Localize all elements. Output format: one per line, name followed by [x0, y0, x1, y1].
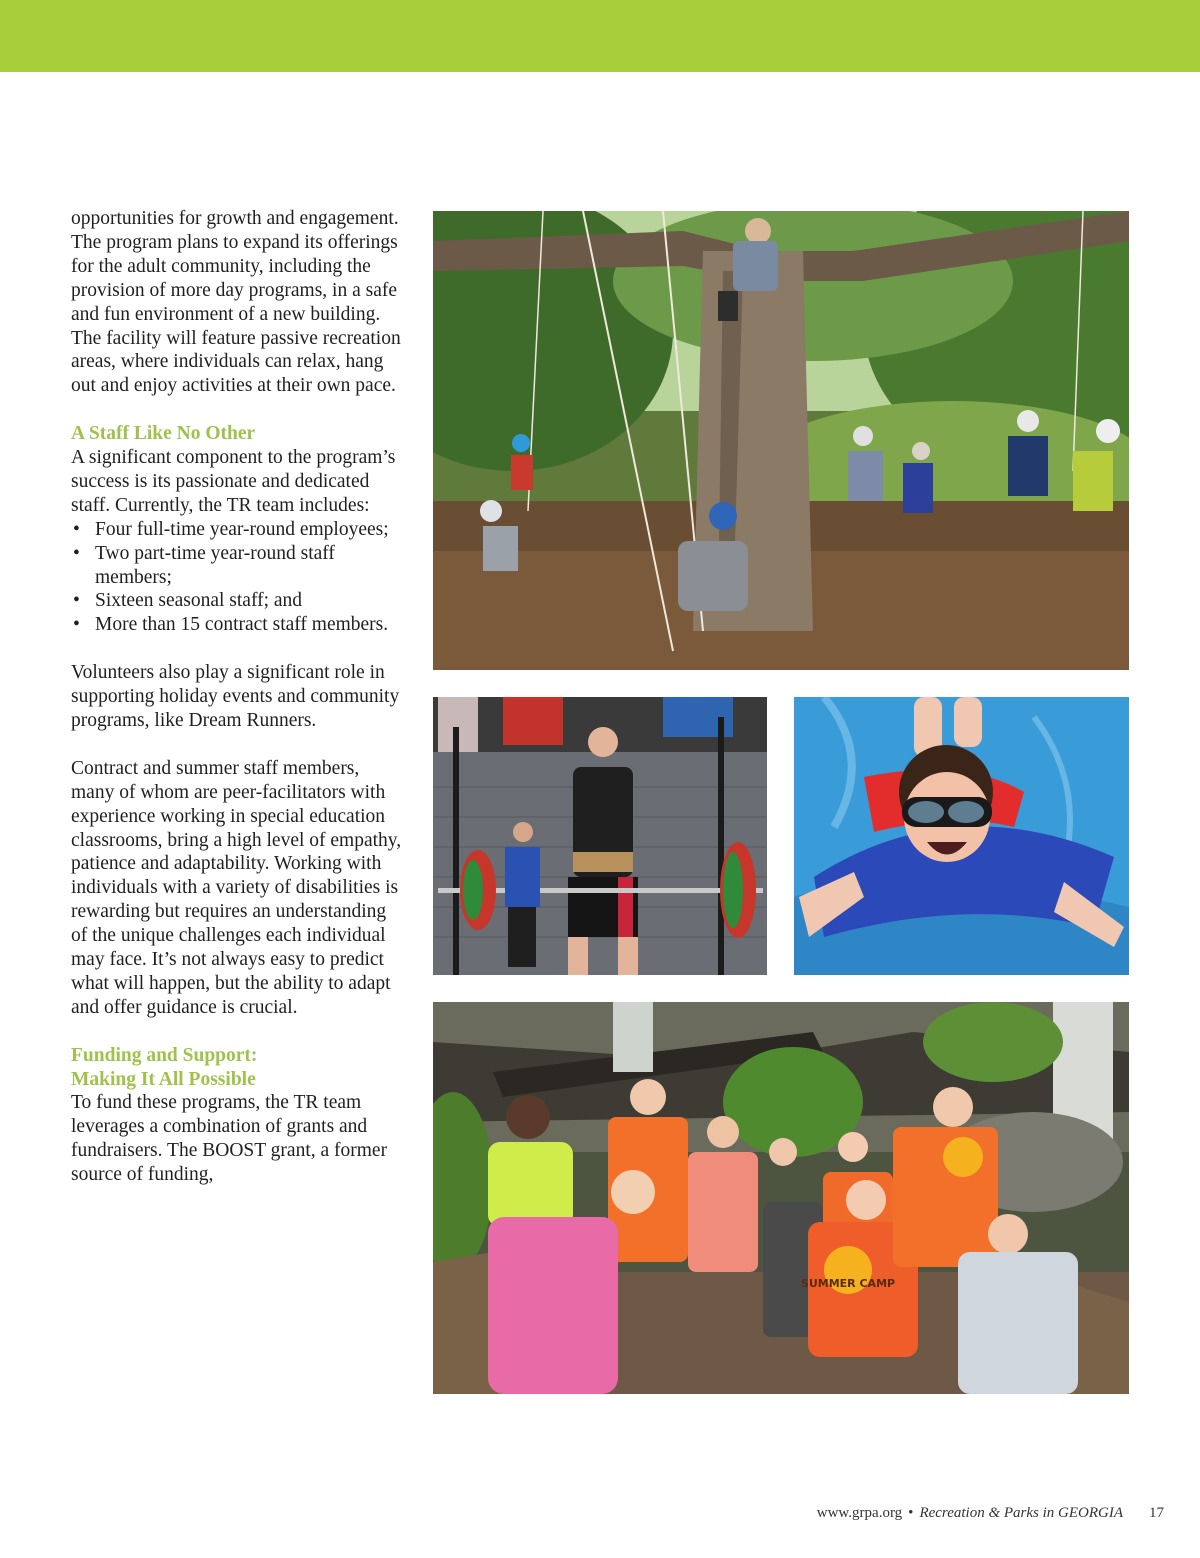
section-heading-staff: A Staff Like No Other	[71, 423, 256, 445]
staff-list	[71, 518, 403, 638]
staff-list-item: • Two part-time year-round staff members;	[71, 542, 403, 590]
photo-tree-climbing	[433, 211, 1129, 670]
staff-paragraph: A significant component to the program’s success is its passionate and dedicated staff. Currently, the TR team includes:	[71, 447, 396, 516]
page-number: 17	[1149, 1505, 1164, 1521]
photo-weightlifting	[433, 697, 767, 975]
photo-group-waterfall	[433, 1002, 1129, 1394]
section-heading-funding	[71, 1044, 403, 1092]
article-text-column	[71, 207, 403, 1187]
staff-list-item: • Four full-time year-round employees;	[71, 518, 403, 542]
section-heading-funding-line1: Funding and Support:	[71, 1044, 258, 1066]
contract-staff-paragraph: Contract and summer staff members, many of whom are peer-facilitators with experience working in special education classrooms, bring a high level of empathy, patience and adaptability. Working with individuals with a variety of disabilities is rewarding but requires an understanding of the unique challenges each individual may face. It’s not always easy to predict what will happen, but the ability to adapt and offer guidance is crucial.	[71, 757, 402, 1018]
header-accent-band	[0, 0, 1200, 72]
camp-shirt-text: SUMMER CAMP	[800, 1277, 896, 1290]
funding-paragraph: To fund these programs, the TR team leverages a combination of grants and fundraisers. The BOOST grant, a former source of funding,	[71, 1092, 388, 1186]
footer-url: www.grpa.org	[816, 1505, 903, 1521]
footer-publication: Recreation & Parks in GEORGIA	[919, 1505, 1123, 1521]
photo-water-slide	[794, 697, 1129, 975]
footer-separator: •	[908, 1505, 914, 1521]
page-footer	[817, 1505, 1164, 1522]
staff-list-item: • More than 15 contract staff members.	[71, 613, 403, 637]
staff-list-item: • Sixteen seasonal staff; and	[71, 589, 403, 613]
section-heading-funding-line2: Making It All Possible	[71, 1068, 256, 1090]
intro-paragraph: opportunities for growth and engagement. The program plans to expand its offerings for the adult community, including the provision of more day programs, in a safe and fun environment of a new building. The facility will feature passive recreation areas, where individuals can relax, hang out and enjoy activities at their own pace.	[71, 208, 401, 397]
volunteers-paragraph: Volunteers also play a significant role in supporting holiday events and community programs, like Dream Runners.	[71, 662, 400, 731]
